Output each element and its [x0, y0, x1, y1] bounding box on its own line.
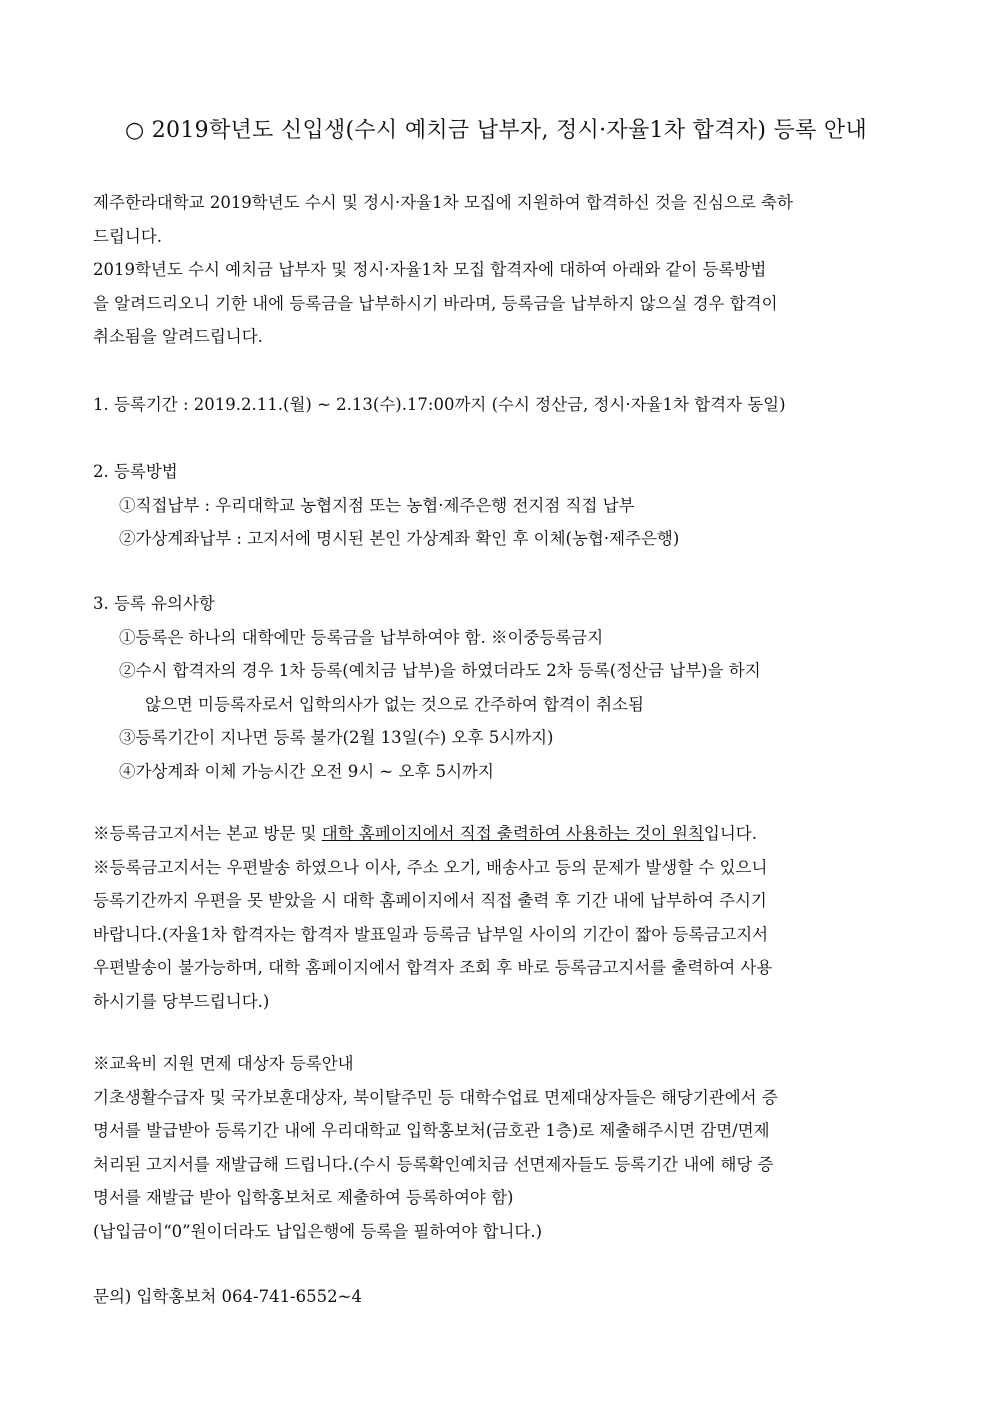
caution-item-continued: 않으면 미등록자로서 입학의사가 없는 것으로 간주하여 합격이 취소됨: [145, 694, 644, 714]
intro-line: 드립니다.: [93, 226, 163, 246]
contact-text: 문의) 입학홍보처 064-741-6552~4: [93, 1287, 362, 1306]
cautions-heading: 3. 등록 유의사항: [93, 594, 215, 613]
support-line: 처리된 고지서를 재발급해 드립니다.(수시 등록확인예치금 선면제자들도 등록기간 내에 해당 증: [93, 1154, 774, 1174]
support-line: 명서를 발급받아 등록기간 내에 우리대학교 입학홍보처(금호관 1층)로 제출해주시면 감면/면제: [93, 1121, 770, 1140]
support-line: (납입금이“0”원이더라도 납입은행에 등록을 필하여야 합니다.): [93, 1221, 543, 1241]
caution-item: ①등록은 하나의 대학에만 등록금을 납부하여야 함. ※이중등록금지: [119, 627, 604, 647]
caution-item: ②수시 합격자의 경우 1차 등록(예치금 납부)을 하였더라도 2차 등록(정산금 납부)을 하지: [119, 661, 761, 680]
intro-line: 취소됨을 알려드립니다.: [93, 327, 263, 346]
intro-line: 2019학년도 수시 예치금 납부자 및 정시·자율1차 모집 합격자에 대하여 아래와 같이 등록방법: [93, 260, 767, 279]
note-line: ※등록금고지서는 우편발송 하였으나 이사, 주소 오기, 배송사고 등의 문제가 발생할 수 있으니: [93, 857, 768, 877]
section-method: [93, 455, 896, 556]
note-line: 우편발송이 불가능하며, 대학 홈페이지에서 합격자 조회 후 바로 등록금고지서를 출력하여 사용: [93, 958, 773, 977]
support-line: 명서를 재발급 받아 입학홍보처로 제출하여 등록하여야 함): [93, 1188, 514, 1207]
method-heading: 2. 등록방법: [93, 462, 178, 481]
caution-item: ③등록기간이 지나면 등록 불가(2월 13일(수) 오후 5시까지): [119, 728, 554, 747]
method-item: ①직접납부 : 우리대학교 농협지점 또는 농협·제주은행 전지점 직접 납부: [119, 495, 635, 515]
note-underlined-text: 대학 홈페이지에서 직접 출력하여 사용하는 것이 원칙: [321, 824, 704, 843]
method-item: ②가상계좌납부 : 고지서에 명시된 본인 가상계좌 확인 후 이체(농협·제주은행): [119, 529, 680, 548]
period-text: 1. 등록기간 : 2019.2.11.(월) ~ 2.13(수).17:00까지 (수시 정산금, 정시·자율1차 합격자 동일): [93, 395, 786, 414]
intro-line: 제주한라대학교 2019학년도 수시 및 정시·자율1차 모집에 지원하여 합격하신 것을 진심으로 축하: [93, 193, 793, 212]
note-line: 등록기간까지 우편을 못 받았을 시 대학 홈페이지에서 직접 출력 후 기간 내에 납부하여 주시기: [93, 891, 767, 910]
support-section: [93, 1047, 896, 1248]
note-text: ※등록금고지서는 본교 방문 및: [93, 824, 322, 843]
contact-section: [93, 1280, 896, 1314]
page-title: ○ 2019학년도 신입생(수시 예치금 납부자, 정시·자율1차 합격자) 등록 안내: [124, 118, 868, 143]
support-line: 기초생활수급자 및 국가보훈대상자, 북이탈주민 등 대학수업료 면제대상자들은 해당기관에서 증: [93, 1087, 778, 1107]
caution-item: ④가상계좌 이체 가능시간 오전 9시 ~ 오후 5시까지: [119, 761, 494, 781]
intro-line: 을 알려드리오니 기한 내에 등록금을 납부하시기 바라며, 등록금을 납부하지 않으실 경우 합격이: [93, 293, 778, 313]
section-period: [93, 388, 896, 422]
intro-paragraph: [93, 186, 896, 354]
section-cautions: [93, 587, 896, 788]
note-line: [93, 817, 896, 851]
note-line: 하시기를 당부드립니다.): [93, 991, 270, 1011]
note-text: 입니다.: [703, 824, 757, 843]
notes-section: [93, 817, 896, 1018]
support-heading: ※교육비 지원 면제 대상자 등록안내: [93, 1054, 354, 1073]
note-line: 바랍니다.(자율1차 합격자는 합격자 발표일과 등록금 납부일 사이의 기간이 짧아 등록금고지서: [93, 924, 769, 944]
